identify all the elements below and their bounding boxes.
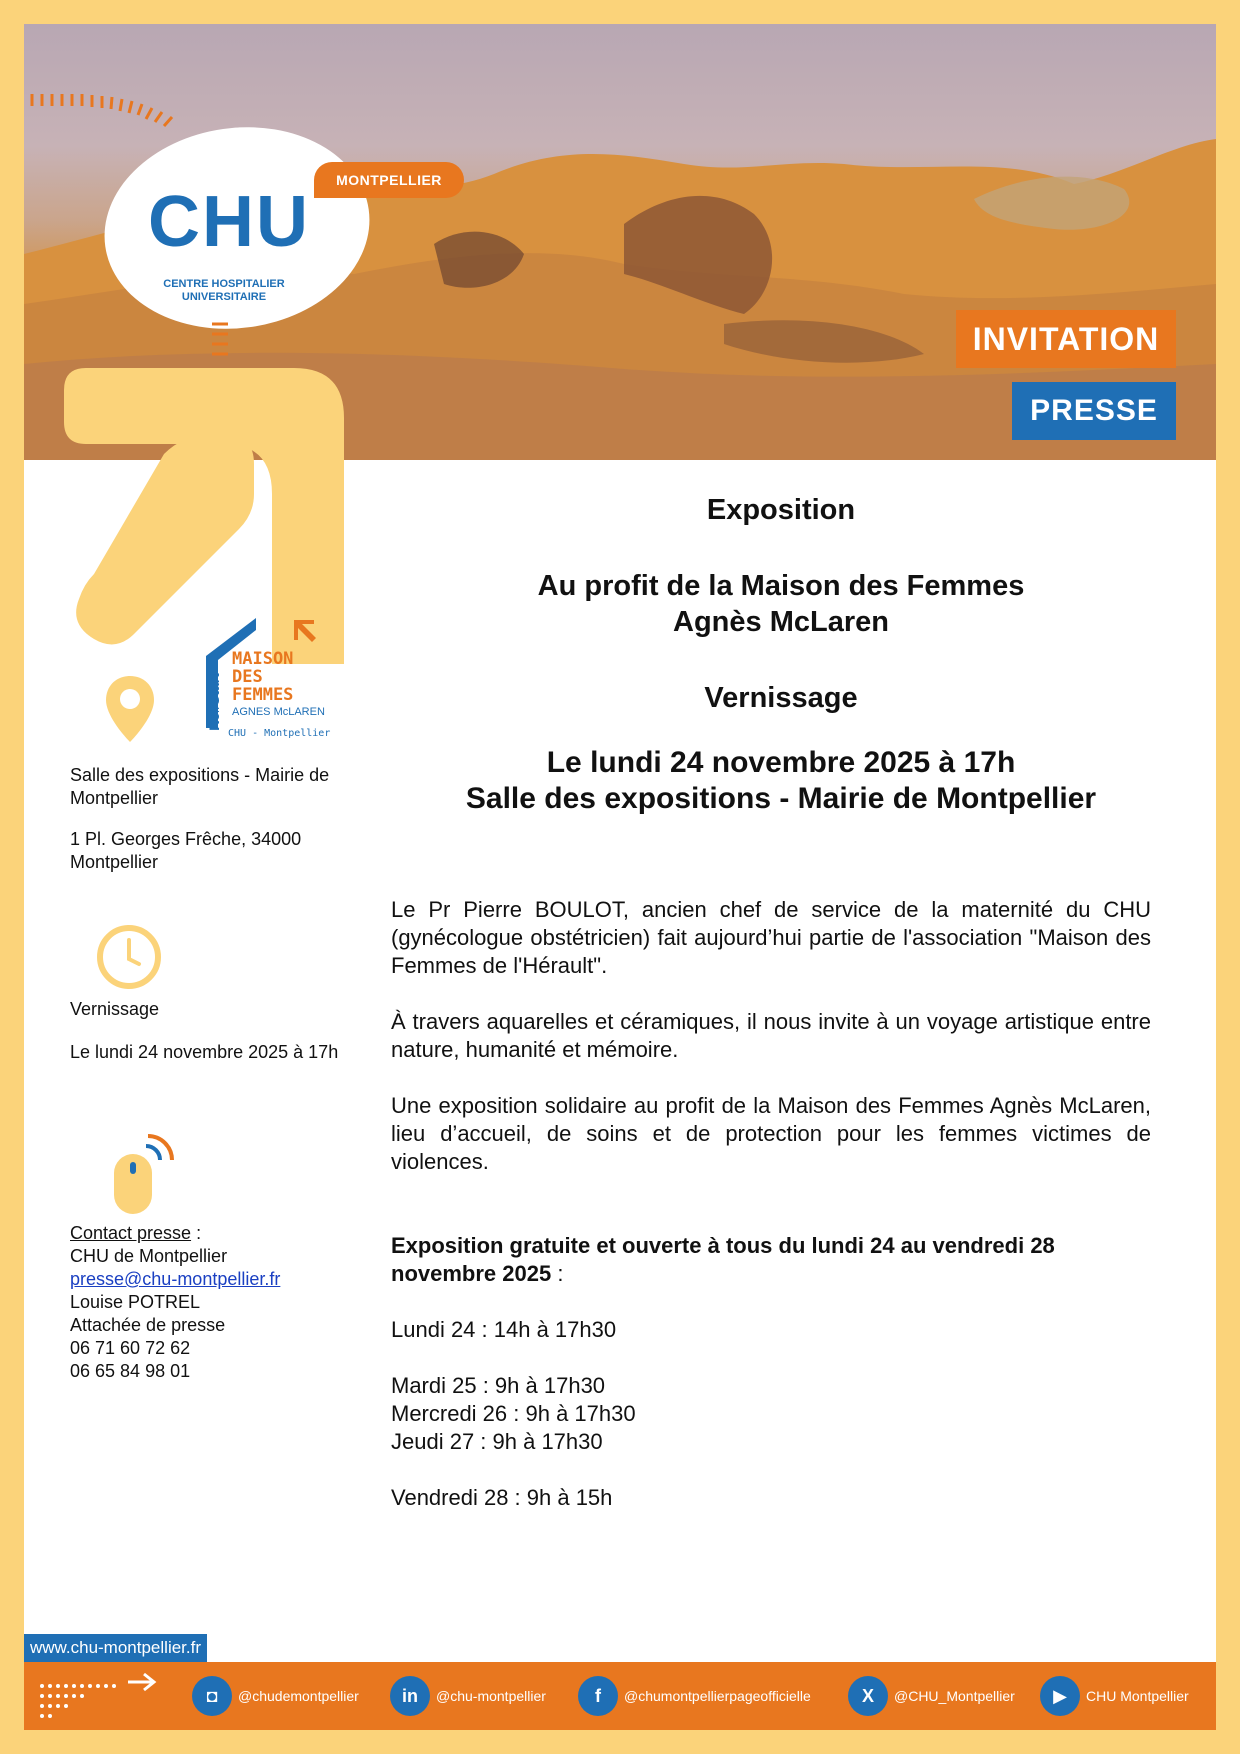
schedule-intro xyxy=(391,1232,1151,1288)
schedule-intro-suffix: : xyxy=(551,1261,564,1286)
maison-des-femmes-logo xyxy=(184,608,334,758)
location-name: Salle des expositions - Mairie de Montpellier xyxy=(70,765,330,808)
clock-icon xyxy=(96,924,162,990)
social-youtube-label: CHU Montpellier xyxy=(1086,1688,1189,1704)
social-instagram[interactable] xyxy=(192,1676,359,1716)
decorative-shapes xyxy=(24,24,384,664)
youtube-icon: ▶ xyxy=(1040,1676,1080,1716)
title: Exposition xyxy=(706,494,856,526)
schedule-day-3: Mercredi 26 : 9h à 17h30 xyxy=(391,1401,636,1426)
contact-email-link[interactable]: presse@chu-montpellier.fr xyxy=(70,1269,281,1289)
instagram-icon: ◘ xyxy=(192,1676,232,1716)
logo-subtitle-line1: CENTRE HOSPITALIER xyxy=(163,278,285,290)
schedule-day-5: Vendredi 28 : 9h à 15h xyxy=(391,1485,613,1510)
event-label: Vernissage xyxy=(70,999,160,1019)
linkedin-icon: in xyxy=(390,1676,430,1716)
partner-line1: MAISON xyxy=(232,649,294,669)
location-address: 1 Pl. Georges Frêche, 34000 Montpellier xyxy=(70,829,302,872)
sidebar-location xyxy=(70,764,370,874)
venue-line: Salle des expositions - Mairie de Montpellier xyxy=(465,782,1097,815)
partner-line4: AGNES McLAREN xyxy=(232,706,325,718)
presse-badge: PRESSE xyxy=(1012,382,1176,440)
contact-phone-2: 06 65 84 98 01 xyxy=(70,1361,191,1381)
contact-phone-1: 06 71 60 72 62 xyxy=(70,1338,191,1358)
schedule-day-2: Mardi 25 : 9h à 17h30 xyxy=(391,1373,606,1398)
partner-side-text: Re#Start xyxy=(206,673,222,731)
contact-role: Attachée de presse xyxy=(70,1315,226,1335)
sidebar-contact xyxy=(70,1222,370,1383)
website-link[interactable]: www.chu-montpellier.fr xyxy=(24,1634,207,1662)
logo-wordmark: CHU xyxy=(148,182,310,262)
schedule-day-4: Jeudi 27 : 9h à 17h30 xyxy=(391,1429,603,1454)
logo-subtitle-line2: UNIVERSITAIRE xyxy=(181,291,267,303)
social-linkedin-label: @chu-montpellier xyxy=(436,1688,546,1704)
contact-label: Contact presse xyxy=(70,1223,192,1243)
invitation-badge: INVITATION xyxy=(956,310,1176,368)
paragraph-3: Une exposition solidaire au profit de la Maison des Femmes Agnès McLaren, lieu d’accueil, de soins et de protection pour les femmes victimes de violences. xyxy=(391,1093,1151,1174)
x-icon: X xyxy=(848,1676,888,1716)
subtitle-line2: Agnès McLaren xyxy=(673,606,889,638)
logo-city-tag: MONTPELLIER xyxy=(314,162,464,198)
mouse-click-icon xyxy=(112,1132,176,1220)
social-x-label: @CHU_Montpellier xyxy=(894,1688,1015,1704)
event-date: Le lundi 24 novembre 2025 à 17h xyxy=(70,1042,339,1062)
paragraph-1: Le Pr Pierre BOULOT, ancien chef de service de la maternité du CHU (gynécologue obstétricien) fait aujourd’hui partie de l'association "Maison des Femmes de l'Hérault". xyxy=(391,897,1151,978)
contact-heading xyxy=(70,1222,370,1245)
social-youtube[interactable] xyxy=(1040,1676,1189,1716)
schedule-day-1: Lundi 24 : 14h à 17h30 xyxy=(391,1317,617,1342)
paragraph-2: À travers aquarelles et céramiques, il nous invite à un voyage artistique entre nature, humanité et mémoire. xyxy=(391,1009,1151,1062)
press-invitation-page xyxy=(24,24,1216,1730)
social-facebook[interactable] xyxy=(578,1676,811,1716)
social-instagram-label: @chudemontpellier xyxy=(238,1688,359,1704)
footer-social-bar xyxy=(24,1662,1216,1730)
sidebar-event xyxy=(70,998,370,1064)
facebook-icon: f xyxy=(578,1676,618,1716)
contact-colon: : xyxy=(191,1223,202,1243)
main-body xyxy=(391,896,1151,1512)
social-facebook-label: @chumontpellierpageofficielle xyxy=(624,1688,811,1704)
arrow-dots-icon xyxy=(32,1672,162,1722)
partner-line5: CHU - Montpellier xyxy=(228,728,331,739)
location-pin-icon xyxy=(104,674,156,744)
main-headings xyxy=(391,492,1171,817)
partner-line2: DES xyxy=(232,667,263,687)
contact-org: CHU de Montpellier xyxy=(70,1246,228,1266)
partner-line3: FEMMES xyxy=(232,685,294,705)
subtitle-line1: Au profit de la Maison des Femmes xyxy=(537,570,1025,602)
schedule-intro-text: Exposition gratuite et ouverte à tous du lundi 24 au vendredi 28 novembre 2025 xyxy=(391,1233,1055,1286)
vernissage-title: Vernissage xyxy=(704,682,858,714)
contact-name: Louise POTREL xyxy=(70,1292,201,1312)
date-line: Le lundi 24 novembre 2025 à 17h xyxy=(546,746,1016,779)
social-linkedin[interactable] xyxy=(390,1676,546,1716)
social-x[interactable] xyxy=(848,1676,1015,1716)
